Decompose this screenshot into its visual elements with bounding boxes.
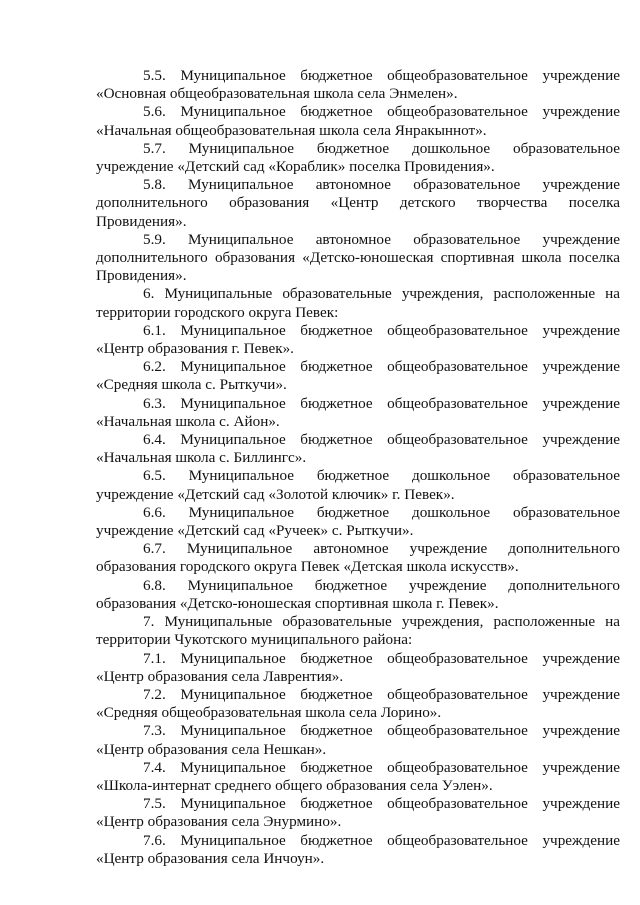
paragraph-number: 6. <box>143 285 155 303</box>
paragraph-number: 6.5. <box>143 467 166 485</box>
paragraph-item <box>96 322 620 358</box>
paragraph-item <box>96 759 620 795</box>
paragraph-item <box>96 650 620 686</box>
paragraph-text: Муниципальное бюджетное дошкольное образовательное учреждение «Детский сад «Золотой ключик» г. Певек». <box>96 467 620 503</box>
paragraph-text: Муниципальные образовательные учреждения, расположенные на территории городского округа Певек: <box>96 285 620 321</box>
paragraph-item <box>96 358 620 394</box>
paragraph-number: 6.7. <box>143 540 166 558</box>
paragraph-number: 6.2. <box>143 358 166 376</box>
paragraph-item <box>96 395 620 431</box>
paragraph-item <box>96 722 620 758</box>
paragraph-number: 7.2. <box>143 685 166 703</box>
paragraph-text: Муниципальное автономное учреждение дополнительного образования городского округа Певек «Детская школа искусств». <box>96 540 621 576</box>
paragraph-text: Муниципальное бюджетное общеобразовательное учреждение «Средняя школа с. Рыткучи». <box>96 358 620 394</box>
paragraph-item <box>96 686 620 722</box>
paragraph-number: 7.5. <box>143 795 166 813</box>
paragraph-item <box>96 285 620 321</box>
paragraph-number: 6.8. <box>143 576 166 594</box>
paragraph-text: Муниципальное автономное образовательное учреждение дополнительного образования «Центр детского творчества поселка Провидения». <box>96 176 620 230</box>
paragraph-number: 6.1. <box>143 321 166 339</box>
paragraph-item <box>96 504 620 540</box>
paragraph-text: Муниципальное бюджетное общеобразовательное учреждение «Центр образования села Лаврентия». <box>96 649 620 685</box>
paragraph-number: 6.4. <box>143 431 166 449</box>
paragraph-text: Муниципальное бюджетное общеобразовательное учреждение «Центр образования села Энурмино». <box>96 795 620 831</box>
paragraph-text: Муниципальное бюджетное общеобразовательное учреждение «Начальная школа с. Айон». <box>96 394 620 430</box>
paragraph-text: Муниципальные образовательные учреждения, расположенные на территории Чукотского муниципального района: <box>96 613 620 649</box>
document-body <box>96 67 620 868</box>
paragraph-number: 7.6. <box>143 831 166 849</box>
paragraph-text: Муниципальное бюджетное дошкольное образовательное учреждение «Детский сад «Ручеек» с. Рыткучи». <box>96 503 620 540</box>
paragraph-number: 7.3. <box>143 722 166 740</box>
paragraph-item <box>96 613 620 649</box>
paragraph-text: Муниципальное бюджетное дошкольное образовательное учреждение «Детский сад «Кораблик» поселка Провидения». <box>96 139 620 176</box>
paragraph-number: 7.4. <box>143 758 166 776</box>
paragraph-item <box>96 795 620 831</box>
paragraph-text: Муниципальное бюджетное общеобразовательное учреждение «Центр образования г. Певек». <box>96 321 620 358</box>
paragraph-item <box>96 176 620 231</box>
paragraph-number: 5.8. <box>143 176 166 194</box>
paragraph-number: 6.6. <box>143 503 166 521</box>
paragraph-number: 7. <box>143 613 155 631</box>
paragraph-item <box>96 540 620 576</box>
paragraph-item <box>96 431 620 467</box>
paragraph-text: Муниципальное бюджетное общеобразовательное учреждение «Центр образования села Инчоун». <box>96 831 620 867</box>
paragraph-item <box>96 577 620 613</box>
paragraph-text: Муниципальное автономное образовательное учреждение дополнительного образования «Детско-юношеская спортивная школа поселка Провидения». <box>96 230 620 285</box>
paragraph-item <box>96 467 620 503</box>
paragraph-item <box>96 231 620 286</box>
paragraph-number: 5.7. <box>143 139 166 157</box>
paragraph-text: Муниципальное бюджетное общеобразовательное учреждение «Средняя общеобразовательная школа села Лорино». <box>96 685 620 722</box>
paragraph-text: Муниципальное бюджетное учреждение дополнительного образования «Детско-юношеская спортивная школа г. Певек». <box>96 576 621 612</box>
paragraph-item <box>96 140 620 176</box>
paragraph-text: Муниципальное бюджетное общеобразовательное учреждение «Начальная общеобразовательная школа села Янракыннот». <box>96 103 620 139</box>
paragraph-text: Муниципальное бюджетное общеобразовательное учреждение «Основная общеобразовательная школа села Энмелен». <box>96 67 620 103</box>
paragraph-item <box>96 67 620 103</box>
paragraph-number: 5.5. <box>143 67 166 84</box>
paragraph-number: 7.1. <box>143 649 166 667</box>
paragraph-item <box>96 103 620 139</box>
paragraph-text: Муниципальное бюджетное общеобразовательное учреждение «Школа-интернат среднего общего образования села Уэлен». <box>96 758 620 794</box>
paragraph-number: 5.6. <box>143 103 166 121</box>
paragraph-text: Муниципальное бюджетное общеобразовательное учреждение «Центр образования села Нешкан». <box>96 722 620 758</box>
paragraph-number: 6.3. <box>143 394 166 412</box>
paragraph-text: Муниципальное бюджетное общеобразовательное учреждение «Начальная школа с. Биллингс». <box>96 431 620 467</box>
paragraph-item <box>96 832 620 868</box>
paragraph-number: 5.9. <box>143 230 166 248</box>
